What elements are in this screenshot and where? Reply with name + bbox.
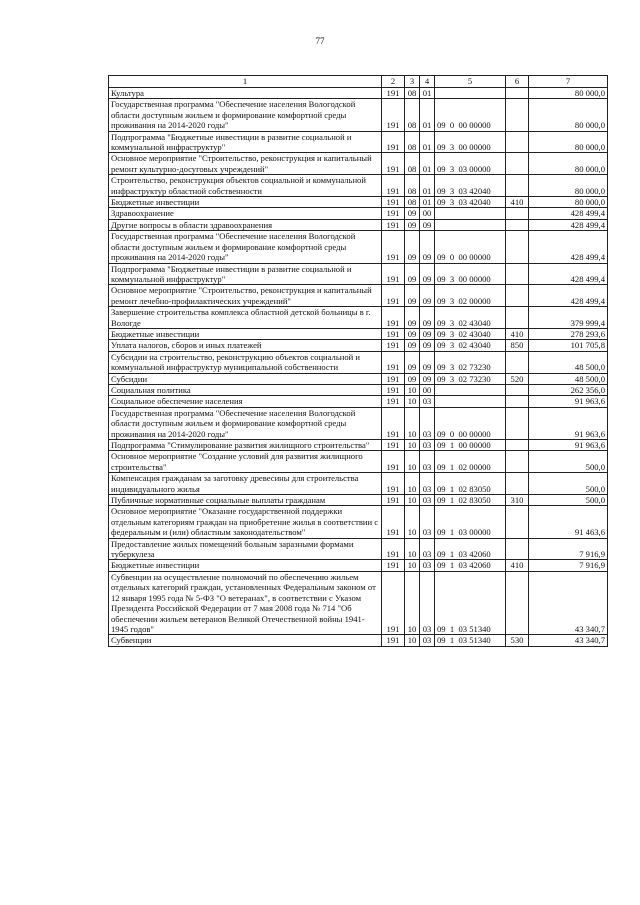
row-name: Субсидии на строительство, реконструкцию объектов социальной и коммунальной инфраструктур муниципальной собственности — [109, 351, 382, 373]
row-subsection-code: 01 — [420, 99, 435, 131]
row-ved-code: 191 — [382, 131, 405, 153]
table-row — [109, 373, 608, 384]
row-expense-type — [506, 451, 529, 473]
row-name: Основное мероприятие "Строительство, реконструкция и капитальный ремонт культурно-досуговых учреждений" — [109, 153, 382, 175]
row-target-article: 09 1 03 42060 — [435, 538, 506, 560]
table-row — [109, 571, 608, 634]
row-amount: 428 499,4 — [529, 263, 608, 285]
table-row — [109, 231, 608, 263]
row-expense-type — [506, 131, 529, 153]
row-target-article: 09 3 00 00000 — [435, 131, 506, 153]
row-ved-code: 191 — [382, 175, 405, 197]
row-name: Государственная программа "Обеспечение населения Вологодской области доступным жильем и формирование комфортной среды проживания на 2014-2020 годы" — [109, 99, 382, 131]
row-name: Субвенции — [109, 635, 382, 646]
row-amount: 91 963,6 — [529, 407, 608, 439]
row-ved-code: 191 — [382, 451, 405, 473]
row-target-article — [435, 208, 506, 219]
row-ved-code: 191 — [382, 340, 405, 351]
row-subsection-code: 03 — [420, 635, 435, 646]
row-subsection-code: 01 — [420, 153, 435, 175]
row-section-code: 08 — [405, 99, 420, 131]
row-section-code: 10 — [405, 560, 420, 571]
row-expense-type — [506, 263, 529, 285]
table-row — [109, 153, 608, 175]
table-row — [109, 384, 608, 395]
row-section-code: 08 — [405, 197, 420, 208]
row-expense-type — [506, 307, 529, 329]
row-section-code: 08 — [405, 88, 420, 99]
row-amount: 80 000,0 — [529, 88, 608, 99]
row-target-article — [435, 219, 506, 230]
row-section-code: 09 — [405, 351, 420, 373]
row-section-code: 08 — [405, 153, 420, 175]
row-name: Социальное обеспечение населения — [109, 396, 382, 407]
row-ved-code: 191 — [382, 495, 405, 506]
row-amount: 101 705,8 — [529, 340, 608, 351]
row-section-code: 08 — [405, 175, 420, 197]
row-subsection-code: 03 — [420, 473, 435, 495]
row-name: Публичные нормативные социальные выплаты гражданам — [109, 495, 382, 506]
row-subsection-code: 01 — [420, 175, 435, 197]
row-target-article: 09 3 00 00000 — [435, 263, 506, 285]
row-target-article: 09 0 00 00000 — [435, 407, 506, 439]
row-amount: 91 463,6 — [529, 506, 608, 538]
row-ved-code: 191 — [382, 219, 405, 230]
row-ved-code: 191 — [382, 88, 405, 99]
row-expense-type — [506, 473, 529, 495]
row-section-code: 09 — [405, 373, 420, 384]
table-row — [109, 473, 608, 495]
row-section-code: 09 — [405, 328, 420, 339]
row-amount: 80 000,0 — [529, 99, 608, 131]
row-target-article: 09 3 02 43040 — [435, 328, 506, 339]
row-expense-type: 850 — [506, 340, 529, 351]
row-amount: 43 340,7 — [529, 635, 608, 646]
row-subsection-code: 03 — [420, 495, 435, 506]
row-name: Бюджетные инвестиции — [109, 197, 382, 208]
row-name: Подпрограмма "Стимулирование развития жилищного строительства" — [109, 440, 382, 451]
row-ved-code: 191 — [382, 328, 405, 339]
row-section-code: 09 — [405, 219, 420, 230]
row-subsection-code: 09 — [420, 373, 435, 384]
row-subsection-code: 09 — [420, 285, 435, 307]
row-expense-type: 410 — [506, 328, 529, 339]
row-amount: 500,0 — [529, 473, 608, 495]
table-row — [109, 396, 608, 407]
row-expense-type — [506, 208, 529, 219]
row-ved-code: 191 — [382, 99, 405, 131]
table-row — [109, 351, 608, 373]
row-name: Уплата налогов, сборов и иных платежей — [109, 340, 382, 351]
row-amount: 80 000,0 — [529, 175, 608, 197]
header-col-4: 4 — [420, 76, 435, 88]
row-ved-code: 191 — [382, 506, 405, 538]
row-amount: 48 500,0 — [529, 373, 608, 384]
row-ved-code: 191 — [382, 396, 405, 407]
row-target-article: 09 3 02 43040 — [435, 340, 506, 351]
row-subsection-code: 09 — [420, 328, 435, 339]
row-target-article — [435, 396, 506, 407]
row-amount: 43 340,7 — [529, 571, 608, 634]
budget-table — [108, 75, 608, 647]
row-section-code: 10 — [405, 506, 420, 538]
table-row — [109, 208, 608, 219]
row-target-article: 09 1 02 83050 — [435, 495, 506, 506]
header-col-1: 1 — [109, 76, 382, 88]
row-name: Строительство, реконструкция объектов социальной и коммунальной инфраструктур областной собственности — [109, 175, 382, 197]
table-row — [109, 560, 608, 571]
row-ved-code: 191 — [382, 285, 405, 307]
row-amount: 91 963,6 — [529, 396, 608, 407]
row-target-article — [435, 88, 506, 99]
row-target-article: 09 1 03 42060 — [435, 560, 506, 571]
row-expense-type — [506, 153, 529, 175]
row-subsection-code: 03 — [420, 506, 435, 538]
row-expense-type — [506, 407, 529, 439]
row-ved-code: 191 — [382, 263, 405, 285]
row-amount: 91 963,6 — [529, 440, 608, 451]
row-section-code: 09 — [405, 263, 420, 285]
row-ved-code: 191 — [382, 197, 405, 208]
row-amount: 7 916,9 — [529, 560, 608, 571]
row-expense-type — [506, 175, 529, 197]
table-header-row — [109, 76, 608, 88]
row-subsection-code: 09 — [420, 340, 435, 351]
table-row — [109, 635, 608, 646]
row-subsection-code: 03 — [420, 538, 435, 560]
row-section-code: 08 — [405, 131, 420, 153]
row-name: Субсидии — [109, 373, 382, 384]
row-subsection-code: 09 — [420, 263, 435, 285]
row-subsection-code: 09 — [420, 351, 435, 373]
row-ved-code: 191 — [382, 384, 405, 395]
row-section-code: 09 — [405, 208, 420, 219]
row-target-article: 09 3 02 73230 — [435, 351, 506, 373]
row-target-article: 09 3 03 42040 — [435, 197, 506, 208]
row-ved-code: 191 — [382, 231, 405, 263]
row-name: Культура — [109, 88, 382, 99]
row-expense-type: 410 — [506, 197, 529, 208]
row-expense-type — [506, 538, 529, 560]
row-target-article: 09 3 03 42040 — [435, 175, 506, 197]
row-amount: 428 499,4 — [529, 208, 608, 219]
row-name: Подпрограмма "Бюджетные инвестиции в развитие социальной и коммунальной инфраструктур" — [109, 131, 382, 153]
row-amount: 80 000,0 — [529, 197, 608, 208]
row-name: Подпрограмма "Бюджетные инвестиции в развитие социальной и коммунальной инфраструктур" — [109, 263, 382, 285]
row-ved-code: 191 — [382, 351, 405, 373]
row-expense-type: 520 — [506, 373, 529, 384]
row-section-code: 10 — [405, 440, 420, 451]
row-expense-type: 530 — [506, 635, 529, 646]
row-name: Бюджетные инвестиции — [109, 560, 382, 571]
row-name: Государственная программа "Обеспечение населения Вологодской области доступным жильем и формирование комфортной среды проживания на 2014-2020 годы" — [109, 407, 382, 439]
row-section-code: 09 — [405, 231, 420, 263]
row-amount: 80 000,0 — [529, 153, 608, 175]
table-row — [109, 451, 608, 473]
table-row — [109, 440, 608, 451]
row-expense-type: 310 — [506, 495, 529, 506]
row-name: Социальная политика — [109, 384, 382, 395]
row-name: Предоставление жилых помещений больным заразными формами туберкулеза — [109, 538, 382, 560]
row-amount: 48 500,0 — [529, 351, 608, 373]
row-name: Государственная программа "Обеспечение населения Вологодской области доступным жильем и формирование комфортной среды проживания на 2014-2020 годы" — [109, 231, 382, 263]
header-col-2: 2 — [382, 76, 405, 88]
row-expense-type — [506, 219, 529, 230]
row-expense-type — [506, 506, 529, 538]
row-ved-code: 191 — [382, 571, 405, 634]
row-expense-type — [506, 231, 529, 263]
row-section-code: 10 — [405, 473, 420, 495]
table-row — [109, 131, 608, 153]
table-row — [109, 506, 608, 538]
row-subsection-code: 03 — [420, 407, 435, 439]
row-amount: 428 499,4 — [529, 285, 608, 307]
row-section-code: 10 — [405, 396, 420, 407]
table-row — [109, 263, 608, 285]
row-ved-code: 191 — [382, 153, 405, 175]
row-amount: 7 916,9 — [529, 538, 608, 560]
row-section-code: 09 — [405, 340, 420, 351]
row-subsection-code: 00 — [420, 384, 435, 395]
table-row — [109, 197, 608, 208]
table-row — [109, 407, 608, 439]
row-amount: 262 356,0 — [529, 384, 608, 395]
row-ved-code: 191 — [382, 307, 405, 329]
row-target-article: 09 0 00 00000 — [435, 231, 506, 263]
row-ved-code: 191 — [382, 473, 405, 495]
table-row — [109, 219, 608, 230]
row-name: Субвенции на осуществление полномочий по обеспечению жильем отдельных категорий граждан, установленных Федеральным законом от 12 января 1995 года № 5-ФЗ "О ветеранах", в соответствии с Указом Президента Российской Федерации от 7 мая 2008 года № 714 "Об обеспечении жильем ветеранов Великой Отечественной войны 1941-1945 годов" — [109, 571, 382, 634]
table-row — [109, 495, 608, 506]
row-name: Основное мероприятие "Создание условий для развития жилищного строительства" — [109, 451, 382, 473]
row-subsection-code: 09 — [420, 307, 435, 329]
header-col-5: 5 — [435, 76, 506, 88]
row-target-article: 09 1 03 00000 — [435, 506, 506, 538]
row-expense-type — [506, 351, 529, 373]
row-ved-code: 191 — [382, 440, 405, 451]
table-row — [109, 175, 608, 197]
row-expense-type — [506, 88, 529, 99]
row-expense-type — [506, 384, 529, 395]
row-section-code: 10 — [405, 495, 420, 506]
row-section-code: 10 — [405, 384, 420, 395]
table-row — [109, 99, 608, 131]
row-amount: 500,0 — [529, 495, 608, 506]
row-target-article: 09 1 03 51340 — [435, 635, 506, 646]
table-row — [109, 340, 608, 351]
row-target-article: 09 3 02 43040 — [435, 307, 506, 329]
table-row — [109, 538, 608, 560]
row-expense-type — [506, 396, 529, 407]
row-section-code: 10 — [405, 571, 420, 634]
row-ved-code: 191 — [382, 407, 405, 439]
row-target-article — [435, 384, 506, 395]
header-col-3: 3 — [405, 76, 420, 88]
page-number: 77 — [315, 36, 325, 46]
row-ved-code: 191 — [382, 560, 405, 571]
row-section-code: 09 — [405, 307, 420, 329]
row-subsection-code: 03 — [420, 560, 435, 571]
table-row — [109, 328, 608, 339]
row-ved-code: 191 — [382, 373, 405, 384]
row-name: Бюджетные инвестиции — [109, 328, 382, 339]
row-expense-type — [506, 571, 529, 634]
header-col-6: 6 — [506, 76, 529, 88]
row-amount: 379 999,4 — [529, 307, 608, 329]
row-subsection-code: 01 — [420, 88, 435, 99]
row-amount: 428 499,4 — [529, 219, 608, 230]
table-row — [109, 307, 608, 329]
row-expense-type — [506, 99, 529, 131]
row-section-code: 10 — [405, 635, 420, 646]
row-target-article: 09 0 00 00000 — [435, 99, 506, 131]
row-ved-code: 191 — [382, 208, 405, 219]
row-subsection-code: 09 — [420, 219, 435, 230]
row-ved-code: 191 — [382, 635, 405, 646]
row-target-article: 09 3 02 73230 — [435, 373, 506, 384]
row-amount: 428 499,4 — [529, 231, 608, 263]
row-name: Здравоохранение — [109, 208, 382, 219]
row-amount: 80 000,0 — [529, 131, 608, 153]
row-expense-type: 410 — [506, 560, 529, 571]
row-name: Компенсация гражданам за заготовку древесины для строительства индивидуального жилья — [109, 473, 382, 495]
row-expense-type — [506, 440, 529, 451]
row-expense-type — [506, 285, 529, 307]
row-target-article: 09 3 03 00000 — [435, 153, 506, 175]
row-name: Другие вопросы в области здравоохранения — [109, 219, 382, 230]
row-subsection-code: 03 — [420, 440, 435, 451]
row-section-code: 10 — [405, 407, 420, 439]
row-subsection-code: 09 — [420, 231, 435, 263]
row-target-article: 09 1 02 83050 — [435, 473, 506, 495]
row-name: Основное мероприятие "Оказание государственной поддержки отдельным категориям граждан на приобретение жилья в соответствии с федеральным и (или) областным законодательством" — [109, 506, 382, 538]
row-ved-code: 191 — [382, 538, 405, 560]
table-row — [109, 88, 608, 99]
row-subsection-code: 01 — [420, 131, 435, 153]
row-amount: 278 293,6 — [529, 328, 608, 339]
table-row — [109, 285, 608, 307]
row-subsection-code: 03 — [420, 451, 435, 473]
row-target-article: 09 1 03 51340 — [435, 571, 506, 634]
row-target-article: 09 1 02 00000 — [435, 451, 506, 473]
row-subsection-code: 01 — [420, 197, 435, 208]
row-section-code: 09 — [405, 285, 420, 307]
row-target-article: 09 3 02 00000 — [435, 285, 506, 307]
row-subsection-code: 00 — [420, 208, 435, 219]
row-subsection-code: 03 — [420, 396, 435, 407]
row-subsection-code: 03 — [420, 571, 435, 634]
row-target-article: 09 1 00 00000 — [435, 440, 506, 451]
row-section-code: 10 — [405, 538, 420, 560]
header-col-7: 7 — [529, 76, 608, 88]
row-amount: 500,0 — [529, 451, 608, 473]
row-name: Завершение строительства комплекса областной детской больницы в г. Вологде — [109, 307, 382, 329]
row-section-code: 10 — [405, 451, 420, 473]
row-name: Основное мероприятие "Строительство, реконструкция и капитальный ремонт лечебно-профилактических учреждений" — [109, 285, 382, 307]
